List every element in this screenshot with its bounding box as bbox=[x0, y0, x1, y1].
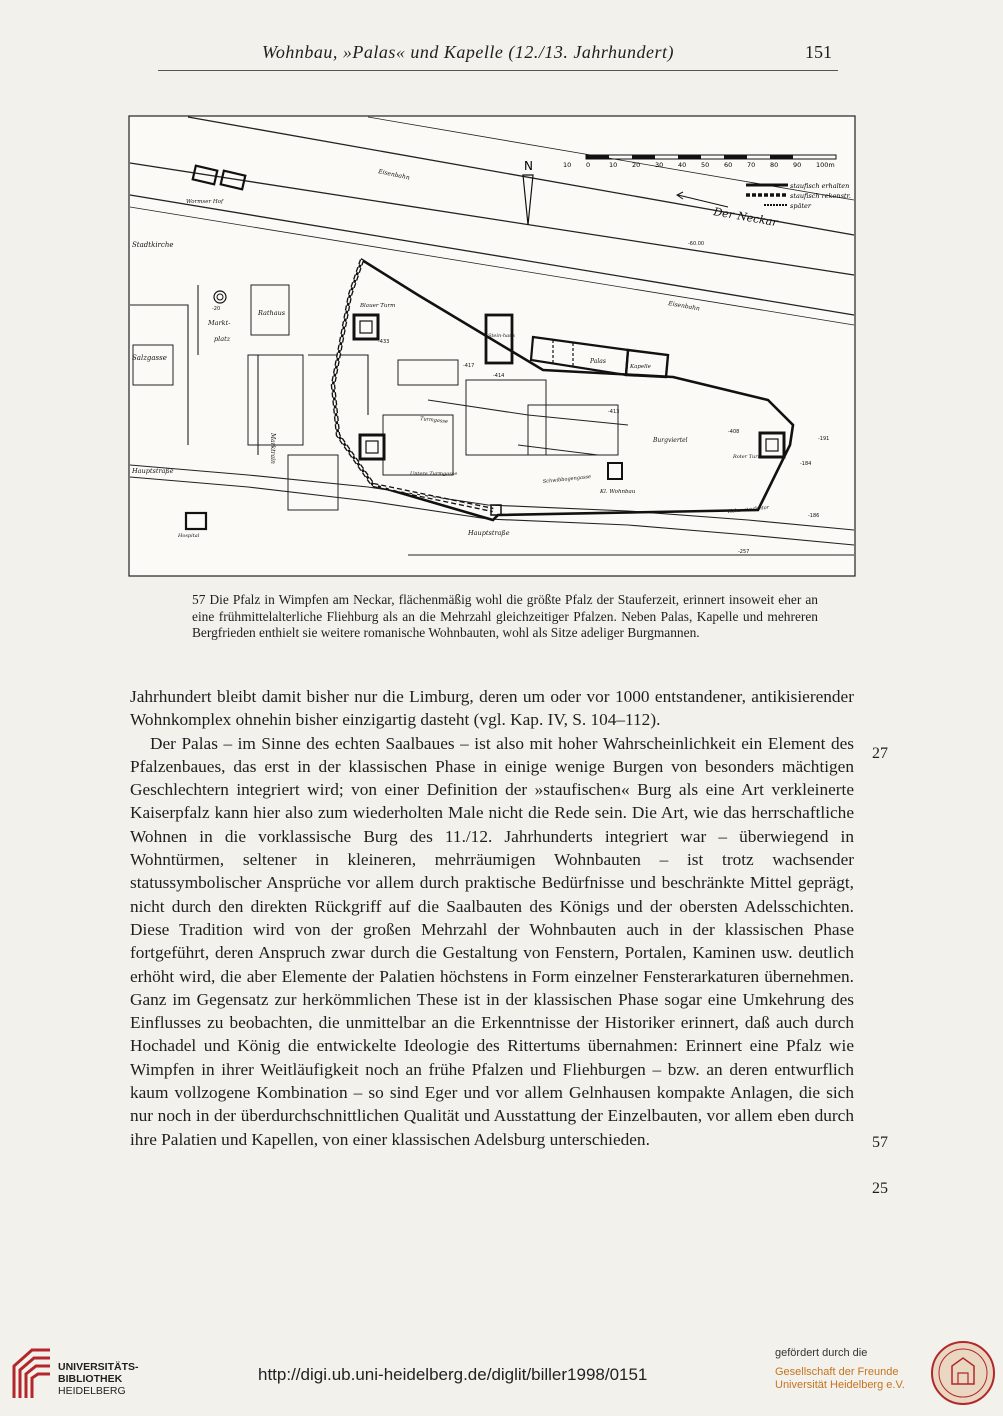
scale-tick: 80 bbox=[770, 161, 779, 169]
scale-tick: 10 bbox=[563, 161, 572, 169]
margin-number-1: 27 bbox=[872, 745, 888, 762]
svg-text:-433: -433 bbox=[378, 339, 390, 345]
svg-text:Blauer Turm: Blauer Turm bbox=[360, 303, 396, 309]
map-svg bbox=[128, 115, 856, 577]
svg-text:-60.00: -60.00 bbox=[688, 241, 705, 247]
svg-text:Hohenstaufentor: Hohenstaufentor bbox=[727, 505, 770, 515]
legend-stauf-erhalten: staufisch erhalten bbox=[790, 182, 850, 190]
legend-stauf-rekonstr: staufisch rekonstr. bbox=[790, 192, 851, 200]
paragraph-1: Jahrhundert bleibt damit bisher nur die Limburg, deren um oder vor 1000 entstandener, antikisierender Wohnkomplex ohnehin bisher einzigartig dasteht (vgl. Kap. IV, S. 104–112). bbox=[130, 687, 854, 730]
svg-text:Hospital: Hospital bbox=[178, 533, 200, 539]
label-river: Der Neckar bbox=[712, 205, 779, 230]
scale-tick: 0 bbox=[586, 161, 591, 169]
running-title: Wohnbau, »Palas« und Kapelle (12./13. Jahrhundert) bbox=[262, 42, 674, 62]
scale-tick: 60 bbox=[724, 161, 733, 169]
svg-text:Kapelle: Kapelle bbox=[630, 364, 651, 370]
library-logo-icon bbox=[10, 1346, 54, 1402]
svg-text:-408: -408 bbox=[728, 429, 740, 435]
svg-text:-417: -417 bbox=[463, 363, 475, 369]
svg-text:Schwibbogengasse: Schwibbogengasse bbox=[542, 473, 592, 485]
society-name-2: Universität Heidelberg e.V. bbox=[775, 1379, 905, 1391]
svg-text:Untere Turmgasse: Untere Turmgasse bbox=[410, 471, 458, 477]
university-seal-icon bbox=[930, 1340, 996, 1406]
legend-spaeter: später bbox=[790, 202, 811, 210]
svg-text:-257: -257 bbox=[738, 549, 750, 555]
library-name: UNIVERSITÄTS- BIBLIOTHEK HEIDELBERG bbox=[58, 1361, 139, 1397]
funded-by-label: gefördert durch die bbox=[775, 1347, 868, 1359]
svg-text:Burgviertel: Burgviertel bbox=[653, 437, 688, 444]
svg-text:Stadtkirche: Stadtkirche bbox=[132, 241, 174, 249]
figure-caption: 57 Die Pfalz in Wimpfen am Neckar, flächenmäßig wohl die größte Pfalz der Stauferzeit, erinnert insoweit eher an eine frühmittelalterliche Fliehburg als an die Mehrzahl gleichzeitiger Pfalzen. Neben Palas, Kapelle und mehreren Bergfrieden enthielt sie weitere romanische Wohnbauten, wohl als Sitze adeliger Burgmannen. bbox=[192, 592, 818, 640]
svg-text:Kl. Wohnbau: Kl. Wohnbau bbox=[600, 489, 636, 495]
body-text bbox=[130, 685, 854, 1151]
svg-text:Wormser Hof: Wormser Hof bbox=[186, 199, 224, 205]
svg-text:-186: -186 bbox=[808, 513, 820, 519]
page-number: 151 bbox=[805, 42, 832, 62]
scale-tick: 70 bbox=[747, 161, 756, 169]
svg-text:Eisenbahn: Eisenbahn bbox=[667, 300, 701, 313]
svg-text:-184: -184 bbox=[800, 461, 812, 467]
figure-map bbox=[128, 115, 856, 577]
svg-text:Salzgasse: Salzgasse bbox=[132, 354, 167, 362]
svg-text:Hauptstraße: Hauptstraße bbox=[468, 529, 510, 537]
svg-text:Hauptstraße: Hauptstraße bbox=[132, 467, 174, 475]
svg-text:Roter Turm: Roter Turm bbox=[733, 454, 763, 460]
scale-tick: 50 bbox=[701, 161, 710, 169]
svg-text:Stein-haus: Stein-haus bbox=[488, 333, 515, 339]
svg-text:-20: -20 bbox=[212, 306, 221, 312]
svg-text:Palas: Palas bbox=[590, 358, 606, 365]
source-url-link[interactable]: http://digi.ub.uni-heidelberg.de/diglit/biller1998/0151 bbox=[258, 1365, 648, 1384]
svg-text:platz: platz bbox=[214, 335, 231, 343]
svg-text:Eisenbahn: Eisenbahn bbox=[377, 168, 411, 182]
svg-text:-414: -414 bbox=[493, 373, 505, 379]
paragraph-2: Der Palas – im Sinne des echten Saalbaues – ist also mit hoher Wahrscheinlichkeit ein Element des Pfalzenbaues, das erst in der klassischen Phase in einige wenige Burgen von besonders mächtigen Geschlechtern integriert wird; von einer Definition der »staufischen« Burg als eine Art verkleinerte Kaiserpfalz kann hier also zum wiederholten Male nicht die Rede sein. Die Art, wie das herrschaftliche Wohnen in die vorklassische Burg des 11./12. Jahrhunderts integriert war – überwiegend in Wohntürmen, seltener in kleineren, mehrräumigen Wohnbauten – ist trotz wachsender statussymbolischer Ansprüche vor allem durch praktische Bedürfnisse und beschränkte Mittel geprägt, nicht durch den direkten Rückgriff auf die Saalbauten des Königs und der obersten Adelsschichten. Diese Tradition wird von der großen Mehrzahl der Wohnbauten auch in der klassischen Phase fortgeführt, deren Anspruch zwar durch die Gestaltung von Fenstern, Portalen, Kaminen usw. deutlich erhöht wird, die aber Elemente der Palatien höchstens in Form einzelner Fensterarkaturen übernehmen. Ganz im Gegensatz zur herkömmlichen These ist in der klassischen Phase sogar eine Umkehrung des Einflusses zu beobachten, die unmittelbar an die Erkenntnisse der Historiker erinnert, daß auch durch Hochadel und König die entwickelte Ideologie des Rittertums übernahmen: Erinnert eine Pfalz wie Wimpfen in ihrer Weitläufigkeit noch an frühe Pfalzen und Fliehburgen – bzw. an deren entwurflich kaum vollzogene Kombination – so sind Eger und vor allem Gelnhausen kompakte Anlagen, die sich nur noch in der überdurchschnittlichen Qualität und Ausstattung der Einzelbauten, vor allem eben durch ihre Palatien und Kapellen, von einer klassischen Adelsburg unterschieden. bbox=[130, 733, 854, 1149]
sponsor-block bbox=[775, 1347, 910, 1392]
scale-tick: 90 bbox=[793, 161, 802, 169]
scale-tick: 30 bbox=[655, 161, 664, 169]
svg-text:-191: -191 bbox=[818, 436, 830, 442]
running-header bbox=[158, 40, 838, 71]
margin-number-2: 57 bbox=[872, 1134, 888, 1151]
north-label: N bbox=[524, 159, 533, 173]
svg-text:Marktrain: Marktrain bbox=[269, 433, 276, 464]
svg-text:Markt-: Markt- bbox=[208, 319, 231, 327]
scale-tick: 10 bbox=[609, 161, 618, 169]
scale-tick: 40 bbox=[678, 161, 687, 169]
library-logo[interactable] bbox=[10, 1346, 150, 1402]
svg-text:Turmgasse: Turmgasse bbox=[419, 416, 449, 425]
svg-text:Rathaus: Rathaus bbox=[258, 309, 286, 317]
scale-tick: 100m bbox=[816, 161, 835, 169]
scale-tick: 20 bbox=[632, 161, 641, 169]
svg-text:-413: -413 bbox=[608, 409, 620, 415]
margin-number-3: 25 bbox=[872, 1180, 888, 1197]
society-name-1: Gesellschaft der Freunde bbox=[775, 1366, 899, 1378]
